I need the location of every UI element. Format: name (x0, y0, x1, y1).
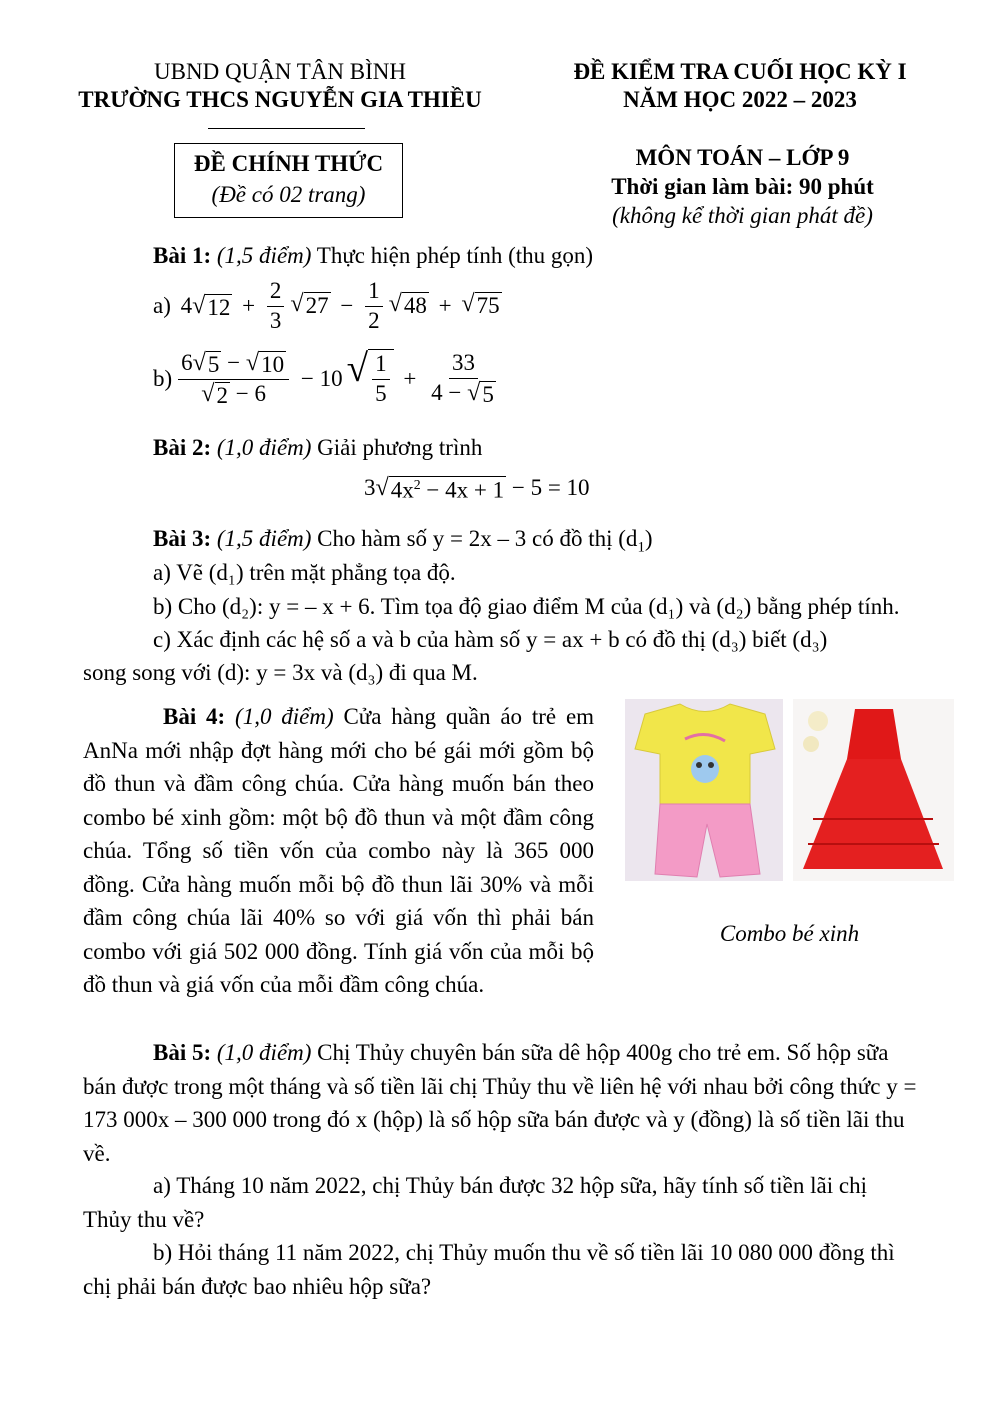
bai1-desc: Thực hiện phép tính (thu gọn) (316, 243, 594, 268)
bai2-equation: 3 √ $4x^2 - 4x + 1$ − 5 = 10 (364, 474, 590, 503)
bai4-text (83, 700, 594, 1002)
bai1-a-frac-2-3: $\frac{2}{3}$ (267, 277, 285, 336)
header-right (530, 56, 950, 115)
bai1-a-expression: a) 4 √ 12 + $\frac{2}{3}$ √ 27 − $\frac{1}{2}$ √ 48 + √ 75 (153, 276, 502, 336)
bai5-body: Chị Thủy chuyên bán sữa dê hộp 400g cho trẻ em. Số hộp sữa bán được trong một tháng và số tiền lãi chị Thủy thu về liên hệ với nhau bởi công thức y = 173 000x – 300 000 trong đó x (hộp) là số hộp sữa bán được và y (đồng) là số tiền lãi thu về. (83, 1040, 917, 1166)
tshirt-set-illustration (625, 699, 783, 881)
bai1-a-sqrt27: √ 27 (290, 290, 329, 319)
bai5-title: Bài 5: (153, 1040, 212, 1065)
bai3-points: (1,5 điểm) (216, 526, 312, 551)
bai1-a-sqrt48: √ 48 (388, 290, 427, 319)
bai2-desc: Giải phương trình (317, 435, 483, 460)
header-divider (208, 128, 365, 129)
bai1-a-sqrt75: √ 75 (461, 290, 500, 319)
school-year: NĂM HỌC 2022 – 2023 (623, 87, 857, 113)
bai1-a-term1: 4 √ 12 (174, 292, 231, 321)
tshirt-set-photo (625, 699, 783, 881)
bai3-a: a) Vẽ (d₁) trên mặt phẳng tọa độ. (153, 560, 456, 585)
bai1-b-expression: b) 6 √ 5 − √ 10 √ 2 − 6 − 10 √ $\frac{1}{5}$ + 33 4 − √ 5 (153, 346, 501, 412)
bai5-text (83, 1036, 918, 1170)
exam-time: Thời gian làm bài: 90 phút (611, 174, 874, 200)
bai1-a-label: a) (153, 293, 171, 319)
subject-info (560, 142, 925, 231)
bai1-b-frac1: 6 √ 5 − √ 10 √ 2 − 6 (178, 349, 289, 409)
bai1-a-frac-1-2: $\frac{1}{2}$ (365, 277, 383, 336)
page-count-note: (Đề có 02 trang) (211, 182, 366, 208)
bai2-heading (153, 432, 953, 463)
bai3-title: Bài 3: (153, 526, 212, 551)
bai3-desc: Cho hàm số y = 2x – 3 có đồ thị $(d_1)$ (317, 526, 653, 556)
princess-dress-photo (793, 699, 954, 881)
bai4-title: Bài 4: (163, 704, 226, 729)
bai2-points: (1,0 điểm) (216, 435, 312, 460)
exam-time-note: (không kể thời gian phát đề) (612, 203, 873, 229)
bai3-c-line1: c) Xác định các hệ số a và b của hàm số y = ax + b có đồ thị (d₃) biết (d₃) (153, 627, 828, 652)
bai3-heading (153, 523, 973, 558)
bai4-body: Cửa hàng quần áo trẻ em AnNa mới nhập đợt hàng mới cho bé gái mới gồm bộ đồ thun và đầm công chúa. Cửa hàng muốn bán theo combo bé xinh gồm: một bộ đồ thun và một đầm công chúa. Tổng số tiền vốn của combo này là 365 000 đồng. Cửa hàng muốn mỗi bộ đồ thun lãi 30% và mỗi đầm công chúa lãi 40% so với giá vốn thì phải bán combo với giá 502 000 đồng. Tính giá vốn của mỗi bộ đồ thun và giá vốn của mỗi đầm công chúa. (83, 704, 595, 997)
bai3-b: b) Cho (d₂): y = – x + 6. Tìm tọa độ giao điểm M của (d₁) và (d₂) bằng phép tính. (153, 594, 900, 619)
bai1-heading (153, 240, 953, 271)
header-left (40, 56, 520, 115)
official-exam-box (174, 143, 403, 218)
official-label: ĐỀ CHÍNH THỨC (193, 151, 384, 176)
bai1-b-sqrt-frac: √ $\frac{1}{5}$ (347, 349, 394, 409)
bai5-a: a) Tháng 10 năm 2022, chị Thủy bán được 32 hộp sữa, hãy tính số tiền lãi chị Thủy thu về? (83, 1173, 867, 1232)
bai3-c-line2: song song với (d): y = 3x và (d₃) đi qua M. (83, 660, 478, 685)
dress-illustration (793, 699, 954, 881)
exam-title: ĐỀ KIỂM TRA CUỐI HỌC KỲ I (573, 59, 907, 84)
bai5-points: (1,0 điểm) (216, 1040, 312, 1065)
bai1-b-frac2: 33 4 − √ 5 (431, 350, 494, 408)
bai1-b-label: b) (153, 366, 173, 392)
bai1-points: (1,5 điểm) (216, 243, 312, 268)
bai2-title: Bài 2: (153, 435, 212, 460)
school-name: TRƯỜNG THCS NGUYỄN GIA THIỀU (78, 87, 482, 113)
bai4-points: (1,0 điểm) (235, 704, 334, 729)
subject: MÔN TOÁN – LỚP 9 (635, 145, 850, 170)
combo-caption: Combo bé xinh (719, 921, 860, 946)
bai1-title: Bài 1: (153, 243, 212, 268)
district-name: UBND QUẬN TÂN BÌNH (154, 59, 406, 84)
bai5-b: b) Hỏi tháng 11 năm 2022, chị Thủy muốn thu về số tiền lãi 10 080 000 đồng thì chị phải bán được bao nhiêu hộp sữa? (83, 1240, 895, 1299)
